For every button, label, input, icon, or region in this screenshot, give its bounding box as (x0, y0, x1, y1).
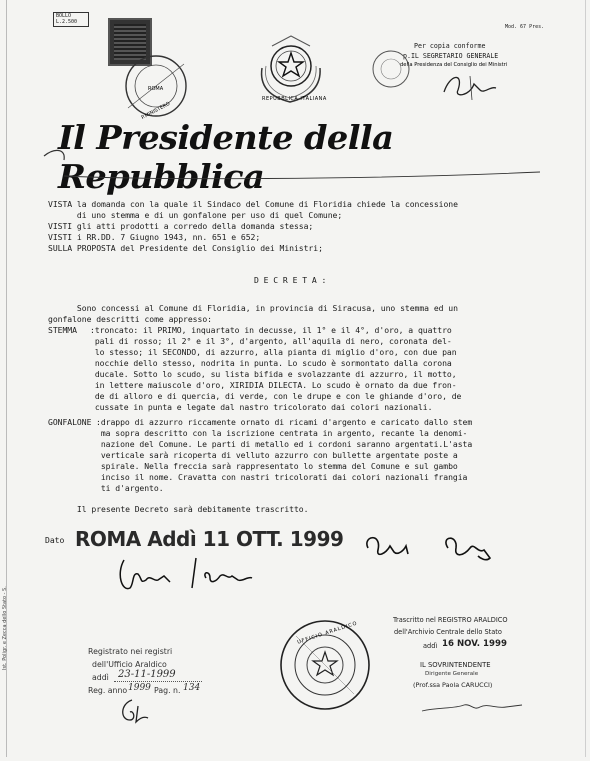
registration-signature (116, 696, 156, 726)
transcription-date-value: 16 NOV. 1999 (442, 639, 507, 649)
transcription-line2: dell'Archivio Centrale dello Stato (394, 628, 502, 636)
gonfalone-line-4: verticale sarà ricoperta di velluto azzurro con bullette argentate poste a (96, 450, 458, 460)
preamble-line-4: VISTI i RR.DD. 7 Giugno 1943, nn. 651 e 652; (48, 232, 261, 242)
concession-line-1: Sono concessi al Comune di Floridia, in provincia di Siracusa, uno stemma ed un (48, 303, 458, 313)
form-code: Mod. 67 Pres. (505, 24, 545, 30)
decree-title: Il Presidente della Repubblica (58, 118, 394, 196)
gonfalone-label: GONFALONE (48, 417, 92, 427)
preamble-line-1: VISTA la domanda con la quale il Sindaco del Comune di Floridia chiede la concessione (48, 199, 458, 209)
stemma-line-6: in lettere maiuscole d'oro, XIRIDIA DILECTA. Lo scudo è ornato da due fron- (90, 380, 457, 390)
transcription-name: (Prof.ssa Paola CARUCCI) (413, 681, 493, 689)
stemma-line-5: ducale. Sotto lo scudo, su lista bifida e svolazzante di azzurro, il motto, (90, 369, 457, 379)
office-seal-right (370, 48, 412, 90)
gonfalone-line-5: spirale. Nella freccia sarà rappresentato lo stemma del Comune e sul gambo (96, 461, 458, 471)
closing-line: Il presente Decreto sarà debitamente trascritto. (48, 504, 309, 514)
stemma-line-3: lo stesso; il SECONDO, di azzurro, alla pianta di miglio d'oro, con due pan (90, 347, 457, 357)
stemma-line-4: nocchie dello stesso, nodrita in punta. Lo scudo è sormontato dalla corona (90, 358, 452, 368)
certified-copy-line3: della Presidenza del Consiglio dei Ministri (400, 62, 508, 68)
minister-signature (110, 552, 290, 596)
registration-page-value: 134 (183, 683, 201, 693)
transcription-role: Dirigente Generale (425, 671, 479, 677)
concession-line-2: gonfalone descritti come appresso: (48, 314, 212, 324)
gonfalone-line-1: :drappo di azzurro riccamente ornato di ricami d'argento e caricato dallo stem (96, 417, 473, 427)
transcription-date-label: addì (423, 642, 438, 650)
printer-side-note: Ist. Poligr. e Zecca dello Stato - S. (2, 586, 8, 670)
stemma-label: STEMMA (48, 325, 77, 335)
certified-copy-line1: Per copia conforme (414, 42, 486, 50)
gonfalone-line-3: nazione del Comune. Le parti di metallo ed i cordoni saranno argentati.L'asta (96, 439, 473, 449)
gonfalone-line-6: inciso il nome. Cravatta con nastri tricolorati dai colori nazionali frangia (96, 472, 468, 482)
decreta-heading: D E C R E T A : (254, 275, 327, 285)
certified-copy-line2: p.IL SEGRETARIO GENERALE (403, 52, 499, 60)
revenue-label-top: BOLLO (56, 13, 72, 19)
registration-year-label: Reg. anno (88, 686, 128, 695)
stemma-line-2: pali di rosso; il 2° e il 3°, d'argento, all'aquila di nero, coronata del- (90, 336, 452, 346)
dato-label: Dato (45, 535, 65, 545)
president-signature (360, 528, 500, 564)
stemma-line-7: de di alloro e di quercia, di verde, con le drupe e con le ghiande d'oro, de (90, 391, 462, 401)
revenue-label-bottom: L.2.500 (56, 19, 78, 25)
transcription-line1: Trascritto nel REGISTRO ARALDICO (393, 616, 508, 624)
transcription-sovrintendente: IL SOVRINTENDENTE (420, 661, 491, 669)
emblem-caption: REPUBBLICA ITALIANA (262, 96, 327, 102)
gonfalone-line-2: ma sopra descritto con la iscrizione centrata in argento, recante la denomi- (96, 428, 468, 438)
postmark-text: P.MINISTERO (140, 100, 172, 122)
postmark-sub: ROMA (148, 86, 164, 92)
preamble-line-3: VISTI gli atti prodotti a corredo della domanda stessa; (48, 221, 314, 231)
registration-year-value: 1999 (128, 683, 151, 693)
registration-date-rule (114, 681, 202, 682)
registration-page-label: Pag. n. (154, 686, 181, 695)
registration-line2: dell'Ufficio Araldico (92, 660, 167, 669)
registration-line1: Registrato nei registri (88, 647, 173, 656)
dato-place-date: ROMA Addì 11 OTT. 1999 (75, 527, 344, 551)
title-flourish (40, 146, 560, 182)
stemma-line-1: :troncato: il PRIMO, inquartato in decusse, il 1° e il 4°, d'oro, a quattro (90, 325, 452, 335)
sovrintendente-signature (418, 697, 528, 717)
registration-date-value: 23-11-1999 (118, 669, 176, 680)
gonfalone-line-7: ti d'argento. (96, 483, 164, 493)
preamble-line-5: SULLA PROPOSTA del Presidente del Consiglio dei Ministri; (48, 243, 323, 253)
preamble-line-2: di uno stemma e di un gonfalone per uso di quel Comune; (48, 210, 343, 220)
revenue-label-box (53, 12, 89, 27)
stemma-line-8: cussate in punta e legate dal nastro tricolorato dai colori nazionali. (90, 402, 433, 412)
archive-seal-text: UFFICIO ARALDICO (296, 620, 359, 646)
registration-date-label: addì (92, 673, 109, 682)
signature-top-right (440, 68, 500, 104)
